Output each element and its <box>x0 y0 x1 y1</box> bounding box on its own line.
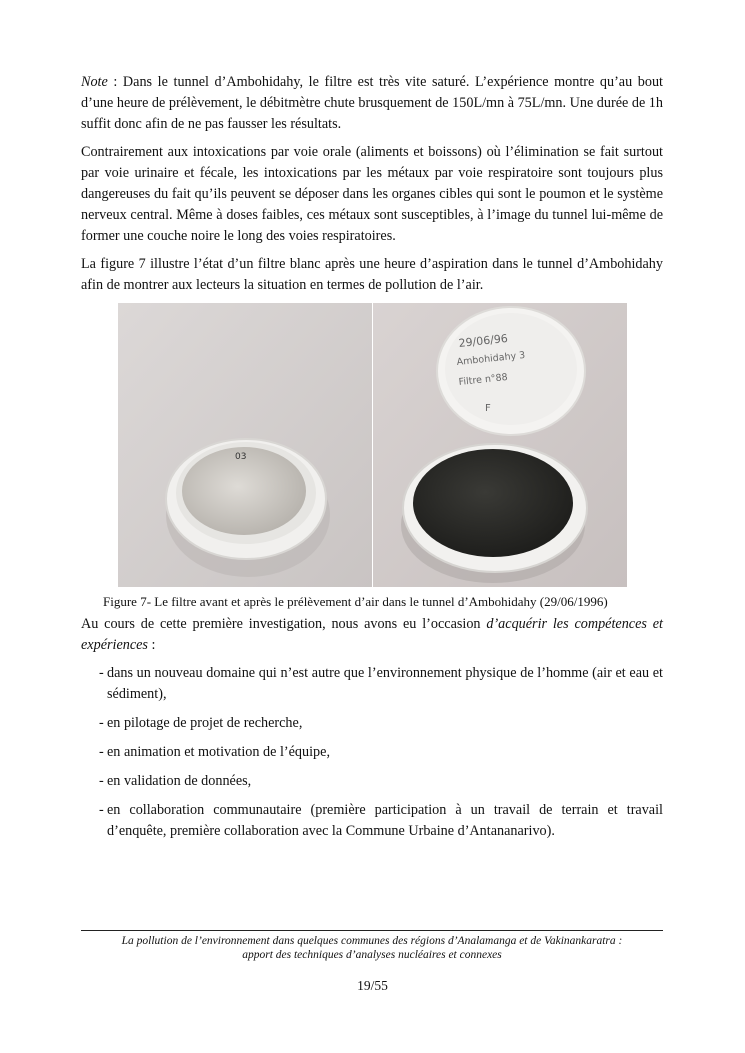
page-content <box>81 72 663 850</box>
paragraph-intoxications: Contrairement aux intoxications par voie orale (aliments et boissons) où l’élimination se fait surtout par voie urinaire et fécale, les intoxications par les métaux par voie respiratoire sont toujours plus dangereuses du fait qu’ils peuvent se déposer dans les organes cibles qui sont le poumon et le système nerveux central. Même à doses faibles, ces métaux sont susceptibles, à l’image du tunnel lui-même de former une couche noire le long des voies respiratoires. <box>81 144 663 244</box>
list-item: - en validation de données, <box>99 773 252 789</box>
list-item-text: en collaboration communautaire (première participation à un travail de terrain et travail d’enquête, première collaboration avec la Commune Urbaine d’Antananarivo). <box>107 802 663 839</box>
figure-7 <box>81 303 663 591</box>
list-item-text: en animation et motivation de l’équipe, <box>107 744 330 760</box>
list-item-text: dans un nouveau domaine qui n’est autre que l’environnement physique de l’homme (air et eau et sédiment), <box>107 665 663 702</box>
note-text: : Dans le tunnel d’Ambohidahy, le filtre est très vite saturé. L’expérience montre qu’au bout d’une heure de prélèvement, le débitmètre chute brusquement de 150L/mn à 75L/mn. Une durée de 1h suffit donc afin de ne pas fausser les résultats. <box>81 74 663 132</box>
list-item-text: en pilotage de projet de recherche, <box>107 715 303 731</box>
list-item: - dans un nouveau domaine qui n’est autre que l’environnement physique de l’homme (air et eau et sédiment), <box>99 665 663 702</box>
investigation-emphasis: d’acquérir les compétences et expériences <box>81 616 663 653</box>
investigation-colon: : <box>147 637 156 653</box>
competences-list <box>81 663 663 842</box>
filter-number-label: 03 <box>235 452 247 462</box>
list-item-text: en validation de données, <box>107 773 252 789</box>
filter-before-photo <box>118 303 372 587</box>
filter-after-photo <box>373 303 627 587</box>
figure-caption: Figure 7- Le filtre avant et après le prélèvement d’air dans le tunnel d’Ambohidahy (29/06/1996) <box>103 594 608 609</box>
lid-label-date: 29/06/96 <box>457 331 509 350</box>
paragraph-figure-intro: La figure 7 illustre l’état d’un filtre blanc après une heure d’aspiration dans le tunnel d’Ambohidahy afin de montrer aux lecteurs la situation en termes de pollution de l’air. <box>81 256 663 293</box>
page-number: 19/55 <box>357 978 388 993</box>
page-footer <box>81 930 663 962</box>
paragraph-investigation <box>81 614 663 656</box>
footer-line-2: apport des techniques d’analyses nucléaires et connexes <box>242 949 502 961</box>
list-item: - en animation et motivation de l’équipe, <box>99 744 330 760</box>
investigation-text: Au cours de cette première investigation, nous avons eu l’occasion <box>81 616 487 632</box>
lid-label-letter: F <box>485 403 491 414</box>
footer-line-1: La pollution de l’environnement dans quelques communes des régions d’Analamanga et de Vakinankaratra : <box>121 935 623 947</box>
lid-label-site: Ambohidahy 3 <box>456 349 526 368</box>
list-item: - en pilotage de projet de recherche, <box>99 715 303 731</box>
list-item: - en collaboration communautaire (première participation à un travail de terrain et travail d’enquête, première collaboration avec la Commune Urbaine d’Antananarivo). <box>99 802 663 839</box>
note-label: Note <box>81 74 108 90</box>
footer-title <box>81 934 663 962</box>
lid-label-filter: Filtre n°88 <box>458 371 509 388</box>
note-paragraph <box>81 72 663 135</box>
